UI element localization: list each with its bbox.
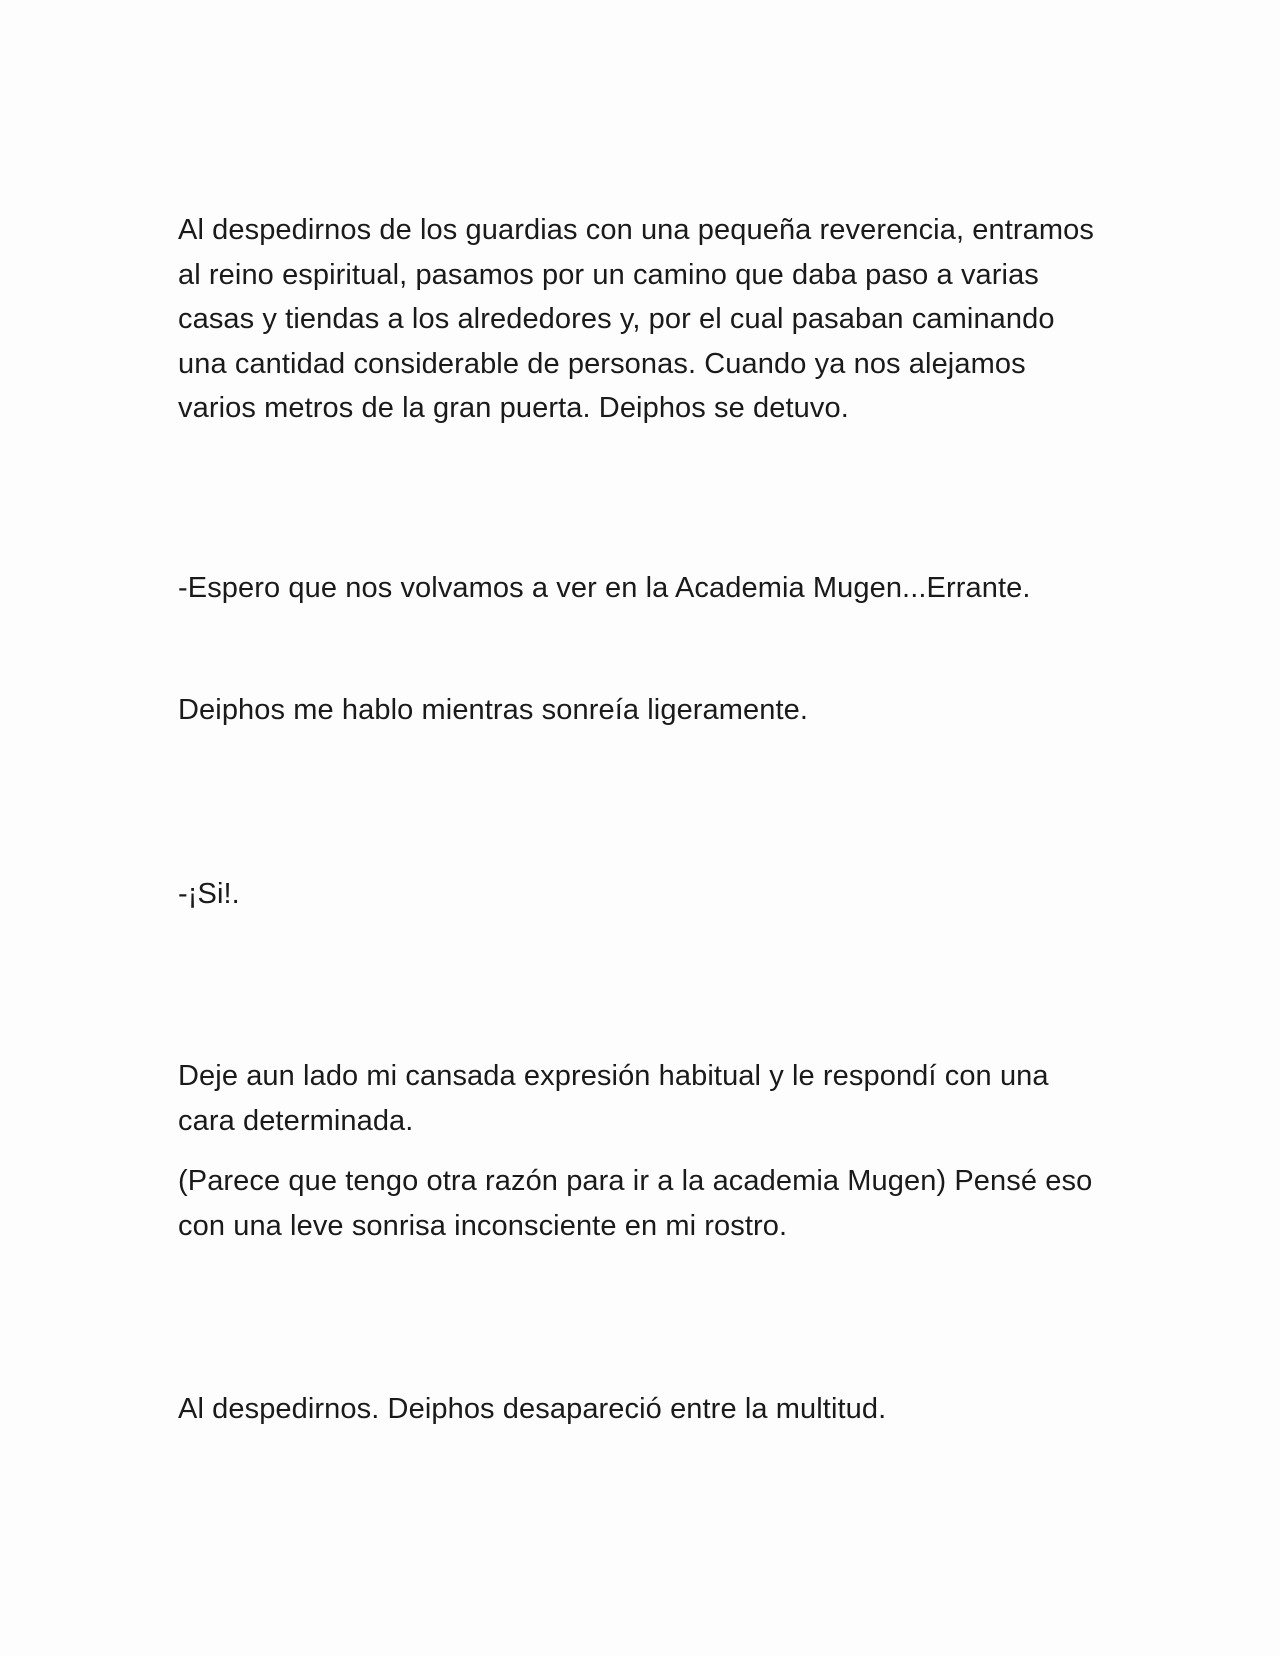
paragraph-expression: Deje aun lado mi cansada expresión habitual y le respondí con una cara determinada. — [178, 1060, 1049, 1137]
dialogue-reply: -¡Si!. — [178, 878, 240, 910]
paragraph-thought: (Parece que tengo otra razón para ir a la academia Mugen) Pensé eso con una leve sonrisa inconsciente en mi rostro. — [178, 1165, 1093, 1242]
dialogue-deiphos: -Espero que nos volvamos a ver en la Academia Mugen...Errante. — [178, 572, 1031, 604]
paragraph-arrival: Al despedirnos de los guardias con una pequeña reverencia, entramos al reino espiritual, pasamos por un camino que daba paso a varias casas y tiendas a los alrededores y, por el cual pasaban caminando una cantidad considerable de personas. Cuando ya nos alejamos varios metros de la gran puerta. Deiphos se detuvo. — [178, 214, 1094, 424]
paragraph-deiphos-spoke: Deiphos me hablo mientras sonreía ligeramente. — [178, 694, 809, 726]
paragraph-farewell: Al despedirnos. Deiphos desapareció entre la multitud. — [178, 1393, 887, 1425]
